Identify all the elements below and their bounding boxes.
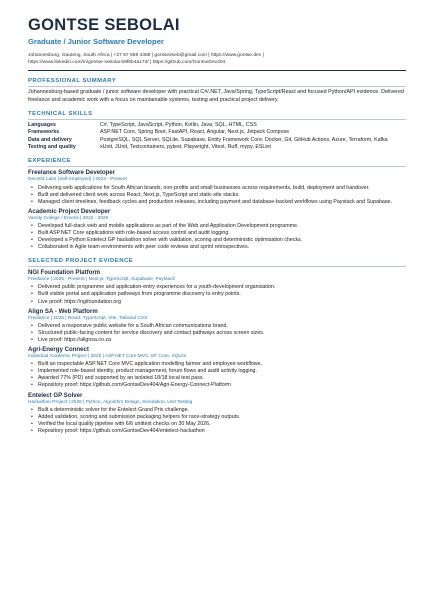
- projects-heading: SELECTED PROJECT EVIDENCE: [28, 258, 134, 265]
- skill-row: [28, 144, 406, 151]
- bullet-item: • Managed client timelines, feedback cycles and production releases, including payment and database-backed workflows using Paystack and Supabase.: [28, 199, 406, 206]
- bullet-item: • Structured public-facing content for service discovery and contact pathways across screen sizes.: [28, 330, 406, 337]
- entry-title: Align SA - Web Platform: [28, 307, 98, 315]
- experience-heading: EXPERIENCE: [28, 158, 71, 165]
- section-divider: [28, 86, 406, 87]
- bullet-item: • Built and delivered client work across React, Next.js, TypeScript and static-site stacks.: [28, 192, 406, 199]
- entry-title: NGI Foundation Platform: [28, 269, 101, 277]
- skill-row: [28, 137, 406, 144]
- project-entry: [28, 392, 406, 435]
- bullet-list: [28, 323, 406, 344]
- bullet-item: • Live proof: https://ngifoundation.org: [28, 299, 406, 306]
- bullet-list: [28, 284, 406, 305]
- contact-line-2: https://www.linkedin.com/in/gontse-sebolai-b9f6b4a173/ | https://github.com/GontseDev404: [28, 60, 226, 66]
- bullet-item: • Built an inspectable ASP.NET Core MVC application modelling farmer and employee workflows.: [28, 361, 406, 368]
- entry-subtitle: Dev404 Labs (Self-employed) | 2024 - Present: [28, 177, 127, 183]
- entry-subtitle: Freelance | 2025 | React, TypeScript, Vite, Tailwind CSS: [28, 315, 148, 321]
- project-entry: [28, 269, 406, 305]
- entry-subtitle: Individual Academic Project | 2025 | ASP.NET Core MVC, EF Core, SQLite: [28, 354, 187, 360]
- contact-info: [28, 52, 406, 66]
- bullet-item: • Repository proof: https://github.com/GontseDev404/entelect-hackathon: [28, 428, 406, 435]
- bullet-item: • Added validation, scoring and submission packaging helpers for race-strategy outputs.: [28, 414, 406, 421]
- skills-table: [28, 122, 406, 152]
- skill-label: Testing and quality: [28, 144, 76, 151]
- entry-subtitle: Varsity College / Emeris | 2022 - 2026: [28, 215, 109, 221]
- skill-value: C#, TypeScript, JavaScript, Python, Kotlin, Java, SQL, HTML, CSS: [100, 121, 257, 128]
- skill-value: ASP.NET Core, Spring Boot, FastAPI, React, Angular, Next.js, Jetpack Compose: [100, 129, 290, 136]
- section-divider: [28, 266, 406, 267]
- entry-title: Academic Project Developer: [28, 207, 111, 215]
- entry-title: Agri-Energy Connect: [28, 346, 89, 354]
- contact-line-1: Johannesburg, Gauteng, South Africa | +27 67 959 4388 | gontse2seb@gmail.com | https://www.gontse.dev |: [28, 53, 264, 58]
- entry-subtitle: Hackathon Project | 2026 | Python, Algorithm Design, Simulation, Unit Testing: [28, 399, 193, 405]
- bullet-item: • Delivering web applications for South African brands, non-profits and small businesses across requirements, build, deployment and handover.: [28, 185, 406, 192]
- bullet-item: • Live proof: https://alignsa.co.za: [28, 337, 406, 344]
- bullet-item: • Verified the local quality pipeline with 6/6 unittest checks on 30 May 2026.: [28, 421, 406, 428]
- summary-text: Johannesburg-based graduate / junior software developer with practical C#/.NET, Java/Spring, TypeScript/React and focused Python/API evidence. Delivered freelance and academic work with a focus on maintainable systems, testing and practical project delivery.: [28, 89, 404, 103]
- entry-title: Freelance Software Developer: [28, 169, 116, 177]
- project-entry: [28, 308, 406, 344]
- bullet-list: [28, 407, 406, 435]
- bullet-item: • Collaborated in Agile team environments with peer code reviews and sprint retrospectives.: [28, 244, 406, 251]
- skills-heading: TECHNICAL SKILLS: [28, 110, 93, 117]
- section-divider: [28, 166, 406, 167]
- bullet-item: • Repository proof: https://github.com/GontseDev404/Agri-Energy-Connect-Platform: [28, 382, 406, 389]
- bullet-item: • Developed a Python Entelect GP hackathon solver with validation, scoring and deterministic optimisation checks.: [28, 237, 406, 244]
- bullet-item: • Built visible portal and application pathways from programme discovery to entry points.: [28, 291, 406, 298]
- bullet-item: • Developed full-stack web and mobile applications as part of the Web and Application Development programme.: [28, 223, 406, 230]
- skill-label: Languages: [28, 121, 56, 128]
- summary-heading: PROFESSIONAL SUMMARY: [28, 78, 117, 85]
- section-divider: [28, 119, 406, 120]
- candidate-name: GONTSE SEBOLAI: [28, 16, 180, 34]
- bullet-list: [28, 185, 406, 206]
- bullet-item: • Delivered public programme and application-entry experiences for a youth-development organisation.: [28, 284, 406, 291]
- experience-entry: [28, 208, 406, 251]
- project-entry: [28, 346, 406, 389]
- skill-value: PostgreSQL, SQL Server, SQLite, Supabase, Entity Framework Core, Docker, Git, GitHub Actions, Azure, Terraform, Kafka: [100, 136, 388, 143]
- bullet-item: • Built a deterministic solver for the Entelect Grand Prix challenge.: [28, 407, 406, 414]
- bullet-item: • Implemented role-based identity, product management, forum flows and audit activity logging.: [28, 368, 406, 375]
- header-divider: [28, 70, 406, 71]
- bullet-item: • Built ASP.NET Core applications with role-based access control and audit logging.: [28, 230, 406, 237]
- bullet-list: [28, 223, 406, 251]
- skill-label: Frameworks: [28, 129, 60, 136]
- bullet-item: • Delivered a responsive public website for a South African communications brand.: [28, 323, 406, 330]
- skill-label: Data and delivery: [28, 136, 72, 143]
- entry-title: Entelect GP Solver: [28, 391, 83, 399]
- bullet-item: • Awarded 77% (PD) and supported by an isolated 18/18 local test pass.: [28, 375, 406, 382]
- skill-row: [28, 129, 406, 136]
- experience-entry: [28, 169, 406, 205]
- entry-subtitle: Freelance | 2025 - Present | Next.js, TypeScript, Supabase, Paystack: [28, 277, 175, 283]
- skill-value: xUnit, JUnit, Testcontainers, pytest, Playwright, Vitest, Ruff, mypy, ESLint: [100, 144, 271, 151]
- candidate-role: Graduate / Junior Software Developer: [28, 37, 164, 46]
- bullet-list: [28, 361, 406, 389]
- skill-row: [28, 122, 406, 129]
